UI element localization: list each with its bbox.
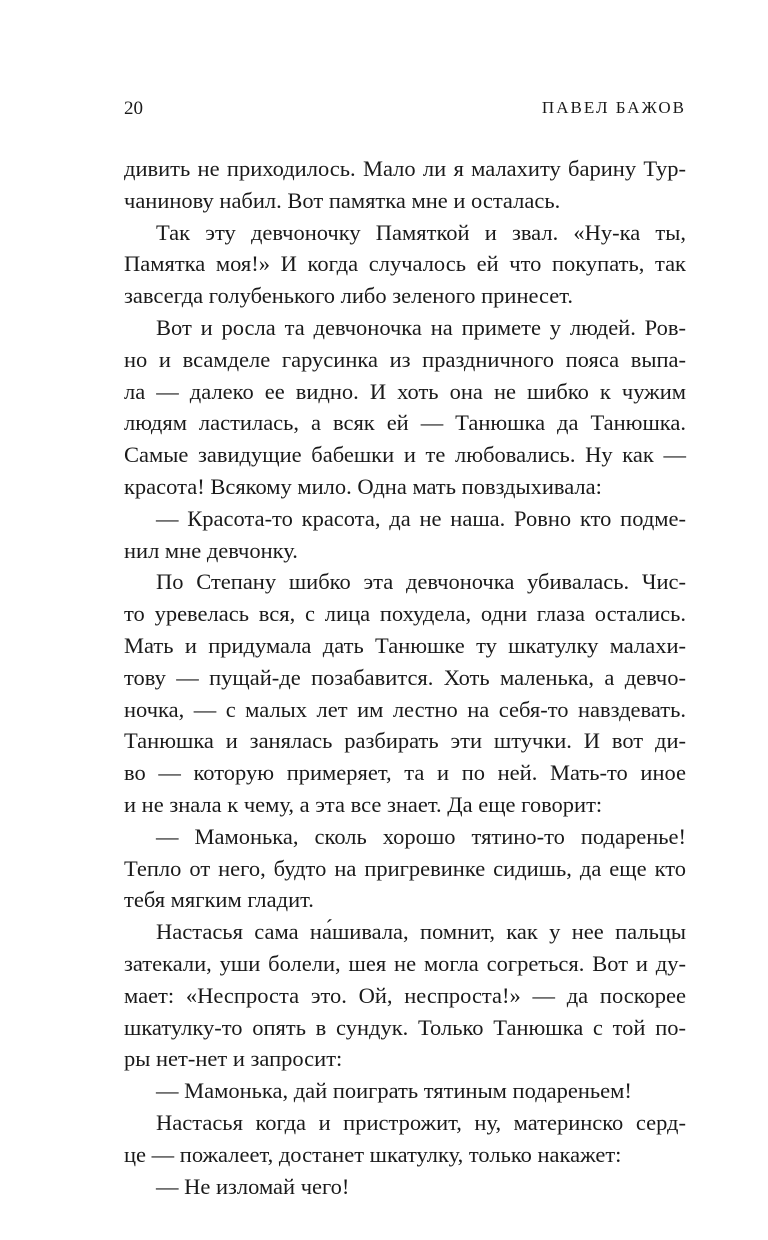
text-line: завсегда голубенького либо зеленого принесет. [124,283,574,309]
text-line: Вот и росла та девчоночка на примете у людей. Ров- [156,314,686,340]
text-line: — Мамонька, сколь хорошо тятино-то подаренье! [156,823,686,849]
text-line: Тепло от него, будто на пригревинке сидишь, да еще кто [124,855,686,881]
text-line: дивить не приходилось. Мало ли я малахиту барину Тур- [124,156,686,181]
text-line: Танюшка и занялась разбирать эти штучки. И вот ди- [124,728,686,754]
text-line: людям ластилась, а всяк ей — Танюшка да Танюшка. [124,410,686,436]
text-line: — Красота-то красота, да не наша. Ровно кто подме- [156,505,686,531]
body-text [124,153,686,1202]
text-line: и не знала к чему, а эта все знает. Да еще говорит: [124,791,603,817]
text-line: затекали, уши болели, шея не могла согреться. Вот и ду- [124,950,686,976]
text-line: шкатулку-то опять в сундук. Только Танюшка с той по- [124,1014,686,1040]
text-line: Памятка моя!» И когда случалось ей что покупать, так [124,251,686,277]
text-line: чанинову набил. Вот памятка мне и осталась. [124,187,561,213]
text-line: — Мамонька, дай поиграть тятиным подареньем! [156,1078,632,1104]
text-line: — Не изломай чего! [156,1173,350,1199]
text-line: Самые завидущие бабешки и те любовались. Ну как — [124,442,686,468]
text-line: ры нет-нет и запросит: [124,1046,343,1072]
text-line: ночка, — с малых лет им лестно на себя-то навздевать. [124,696,686,722]
text-line: тову — пущай-де позабавится. Хоть маленька, а девчо- [124,664,686,690]
text-line: це — пожалеет, достанет шкатулку, только накажет: [124,1141,622,1167]
text-line: ла — далеко ее видно. И хоть она не шибко к чужим [124,378,686,404]
running-head: ПАВЕЛ БАЖОВ [541,98,686,117]
text-line: во — которую примеряет, та и по ней. Мать-то иное [124,760,686,786]
text-line: красота! Всякому мило. Одна мать повздыхивала: [124,473,602,499]
text-line: Настасья сама на́шивала, помнит, как у нее пальцы [156,919,686,945]
text-line: Так эту девчоночку Памяткой и звал. «Ну-ка ты, [156,219,686,245]
text-line: Мать и придумала дать Танюшке ту шкатулку малахи- [124,632,686,658]
page-header [124,98,686,124]
text-line: мает: «Неспроста это. Ой, неспроста!» — да поскорее [124,982,686,1008]
text-line: Настасья когда и пристрожит, ну, материнско серд- [156,1109,686,1135]
text-line: то уревелась вся, с лица похудела, одни глаза остались. [124,601,686,627]
text-line: тебя мягким гладит. [124,887,314,913]
text-line: По Степану шибко эта девчоночка убивалась. Чис- [156,569,686,595]
text-line: но и всамделе гарусинка из праздничного пояса выпа- [124,346,686,372]
page-number: 20 [124,98,143,119]
text-line: нил мне девчонку. [124,537,298,563]
